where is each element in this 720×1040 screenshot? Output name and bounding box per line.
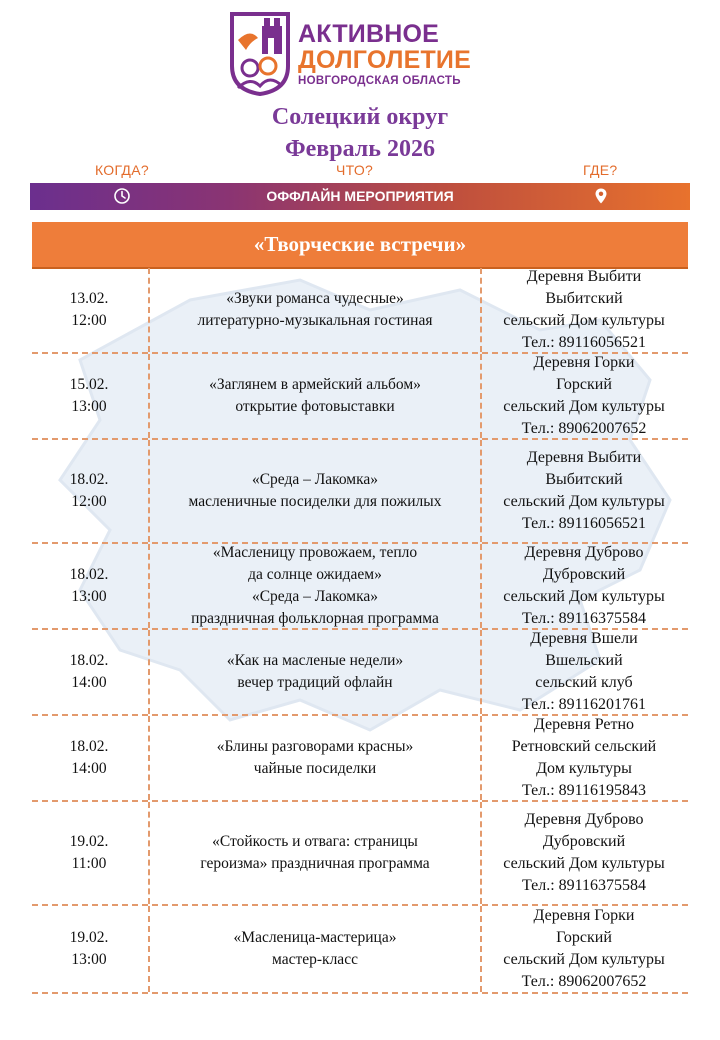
event-where: Деревня Горки Горский сельский Дом культуры Тел.: 89062007652 xyxy=(503,907,665,990)
event-where: Деревня Выбити Выбитский сельский Дом культуры Тел.: 89116056521 xyxy=(503,268,665,351)
event-when: 18.02. 14:00 xyxy=(69,652,109,691)
logo-emblem-icon xyxy=(228,10,292,96)
section-title: «Творческие встречи» xyxy=(253,232,467,256)
table-row xyxy=(32,440,688,544)
event-when: 15.02. 13:00 xyxy=(69,376,109,415)
table-row xyxy=(32,716,688,802)
logo xyxy=(228,10,498,100)
bar-title: ОФФЛАЙН МЕРОПРИЯТИЯ xyxy=(266,188,454,204)
event-what: «Блины разговорами красны» чайные посиделки xyxy=(148,716,482,800)
event-where: Деревня Выбити Выбитский сельский Дом культуры Тел.: 89116056521 xyxy=(503,449,665,532)
event-when: 13.02. 12:00 xyxy=(69,290,109,329)
logo-region: НОВГОРОДСКАЯ ОБЛАСТЬ xyxy=(298,75,461,87)
event-when: 19.02. 11:00 xyxy=(69,833,109,872)
table-row xyxy=(32,268,688,354)
location-pin-icon xyxy=(592,187,610,205)
event-when: 18.02. 12:00 xyxy=(69,471,109,510)
offline-events-bar xyxy=(30,183,690,210)
district-title: Солецкий округ xyxy=(271,104,449,130)
when-label: КОГДА? xyxy=(95,162,149,178)
logo-title-line2: ДОЛГОЛЕТИЕ xyxy=(298,46,471,74)
event-where: Деревня Дуброво Дубровский сельский Дом культуры Тел.: 89116375584 xyxy=(503,544,665,627)
table-row xyxy=(32,354,688,440)
event-what: «Звуки романса чудесные» литературно-музыкальная гостиная xyxy=(148,268,482,352)
month-title: Февраль 2026 xyxy=(285,136,435,162)
section-header xyxy=(32,222,688,269)
event-where: Деревня Горки Горский сельский Дом культуры Тел.: 89062007652 xyxy=(503,354,665,437)
logo-title-line1: АКТИВНОЕ xyxy=(298,20,440,48)
event-when: 19.02. 13:00 xyxy=(69,929,109,968)
table-row xyxy=(32,630,688,716)
what-label: ЧТО? xyxy=(336,162,374,178)
event-when: 18.02. 13:00 xyxy=(69,566,109,605)
event-what: «Среда – Лакомка» масленичные посиделки для пожилых xyxy=(148,440,482,542)
event-what: «Масленицу провожаем, тепло да солнце ожидаем» «Среда – Лакомка» праздничная фольклорная программа xyxy=(148,544,482,628)
table-row xyxy=(32,544,688,630)
table-row xyxy=(32,802,688,906)
event-where: Деревня Ретно Ретновский сельский Дом культуры Тел.: 89116195843 xyxy=(511,716,657,799)
event-what: «Масленица-мастерица» мастер-класс xyxy=(148,906,482,992)
where-label: ГДЕ? xyxy=(583,162,618,178)
event-where: Деревня Вшели Вшельский сельский клуб Тел.: 89116201761 xyxy=(521,630,647,713)
event-what: «Стойкость и отвага: страницы героизма» праздничная программа xyxy=(148,802,482,904)
event-what: «Как на масленые недели» вечер традиций офлайн xyxy=(148,630,482,714)
table-row xyxy=(32,906,688,994)
event-what: «Заглянем в армейский альбом» открытие фотовыставки xyxy=(148,354,482,438)
event-when: 18.02. 14:00 xyxy=(69,738,109,777)
event-where: Деревня Дуброво Дубровский сельский Дом культуры Тел.: 89116375584 xyxy=(503,811,665,894)
